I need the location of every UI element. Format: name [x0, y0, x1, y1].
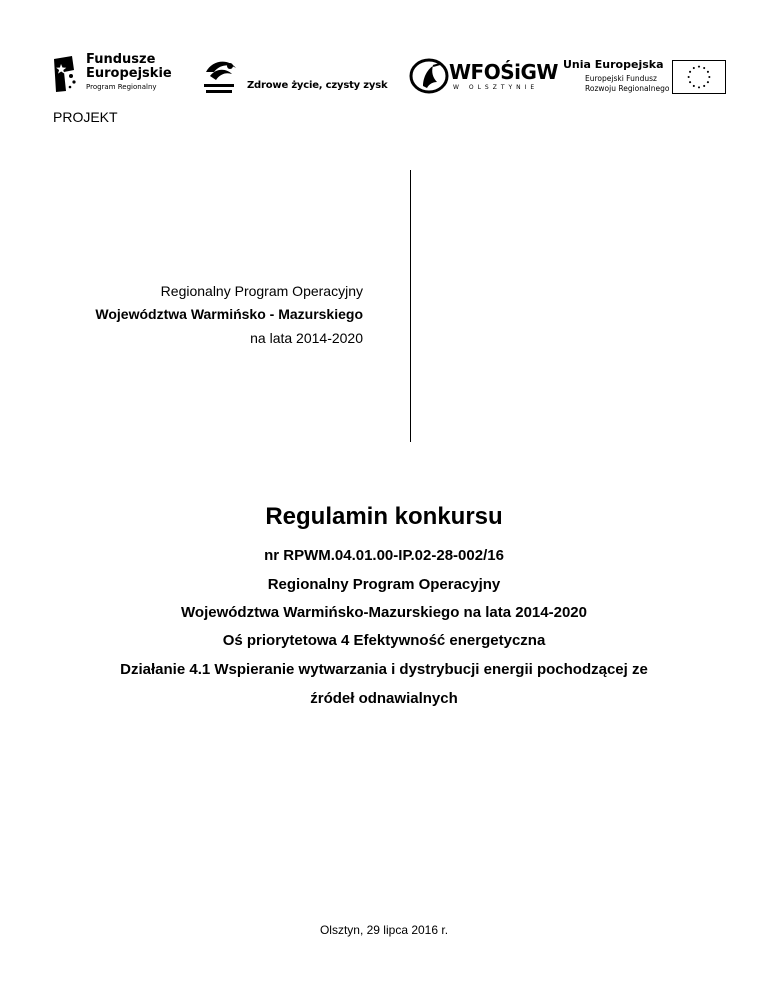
fundusze-line2: Europejskie — [86, 66, 172, 81]
document-title: Regulamin konkursu — [265, 503, 503, 530]
warmia-tagline: Zdrowe życie, czysty zysk — [247, 80, 388, 91]
program-region: Województwa Warmińsko-Mazurskiego na lata 2014-2020 — [181, 604, 587, 621]
wfosigw-subtitle: W OLSZTYNIE — [453, 84, 539, 91]
stork-icon — [409, 58, 449, 94]
fundusze-line3: Program Regionalny — [86, 83, 157, 91]
action-line1: Działanie 4.1 Wspieranie wytwarzania i dystrybucji energii pochodzącej ze — [120, 661, 648, 678]
project-status-label: PROJEKT — [53, 109, 118, 125]
action-line2: źródeł odnawialnych — [310, 690, 458, 707]
program-line3: na lata 2014-2020 — [250, 330, 363, 346]
ue-subtitle-line2: Rozwoju Regionalnego — [585, 84, 670, 93]
fundusze-star-icon — [52, 55, 78, 93]
program-line2: Województwa Warmińsko - Mazurskiego — [95, 306, 363, 322]
competition-number: nr RPWM.04.01.00-IP.02-28-002/16 — [264, 547, 504, 564]
wfosigw-logo — [409, 58, 558, 100]
warmia-mazury-logo — [202, 58, 388, 100]
program-line1: Regionalny Program Operacyjny — [160, 283, 363, 299]
warmia-mazury-emblem-icon — [202, 58, 240, 98]
place-and-date: Olsztyn, 29 lipca 2016 r. — [319, 923, 449, 937]
ue-title: Unia Europejska — [563, 58, 664, 71]
unia-europejska-logo — [563, 58, 733, 98]
fundusze-line1: Fundusze — [86, 52, 156, 67]
wfosigw-name: WFOŚiGW — [449, 60, 558, 84]
priority-axis: Oś priorytetowa 4 Efektywność energetyczna — [222, 632, 546, 649]
vertical-divider — [410, 170, 411, 442]
fundusze-europejskie-logo — [52, 53, 172, 97]
ue-subtitle-line1: Europejski Fundusz — [585, 74, 657, 83]
eu-flag-icon — [672, 60, 726, 94]
program-name: Regionalny Program Operacyjny — [267, 576, 501, 593]
